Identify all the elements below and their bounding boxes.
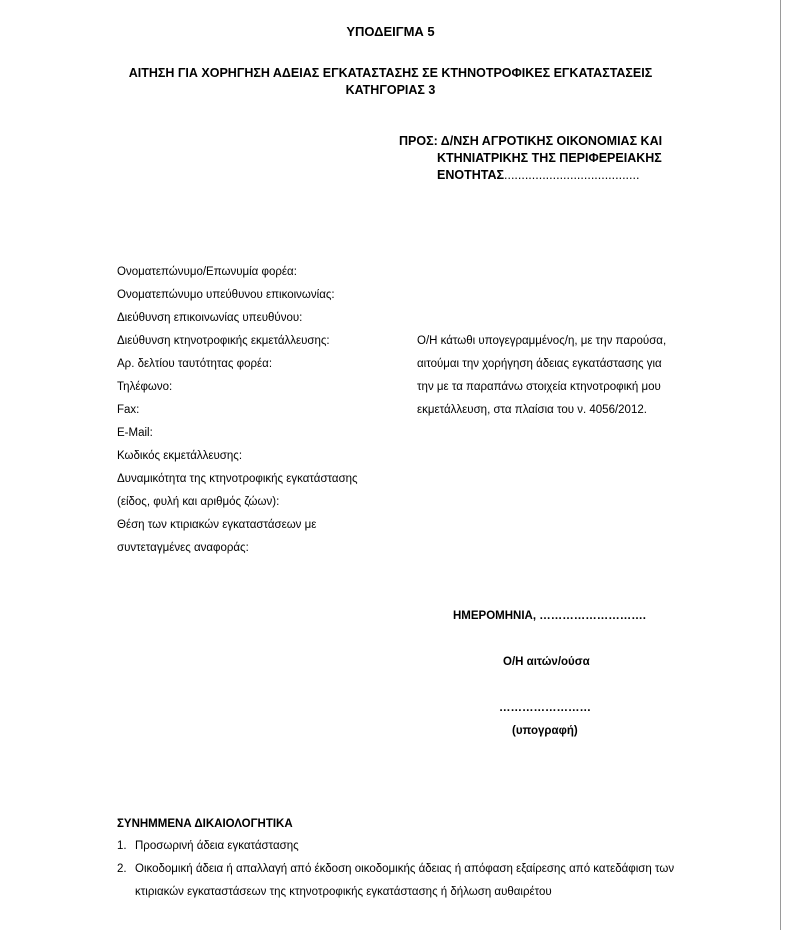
attachments-title: ΣΥΝΗΜΜΕΝΑ ΔΙΚΑΙΟΛΟΓΗΤΙΚΑ [117, 818, 293, 830]
field-building-location: Θέση των κτιριακών εγκαταστάσεων με [117, 519, 317, 531]
application-heading-line1: ΑΙΤΗΣΗ ΓΙΑ ΧΟΡΗΓΗΣΗ ΑΔΕΙΑΣ ΕΓΚΑΤΑΣΤΑΣΗΣ ΣΕ ΚΤΗΝΟΤΡΟΦΙΚΕΣ ΕΓΚΑΤΑΣΤΑΣΕΙΣ [128, 66, 653, 80]
field-contact-address: Διεύθυνση επικοινωνίας υπευθύνου: [117, 312, 303, 324]
signature-label: (υπογραφή) [512, 725, 578, 737]
attachment-1-text: Προσωρινή άδεια εγκατάστασης [135, 840, 299, 852]
statement-line1: Ο/Η κάτωθι υπογεγραμμένος/η, με την παρούσα, [417, 335, 667, 347]
attachment-2-number: 2. [117, 863, 127, 875]
field-coordinates: συντεταγμένες αναφοράς: [117, 542, 249, 554]
attachment-2-line1: Οικοδομική άδεια ή απαλλαγή από έκδοση οικοδομικής άδειας ή απόφαση εξαίρεσης από κατεδάφιση των [135, 863, 675, 875]
statement-line4: εκμετάλλευση, στα πλαίσια του ν. 4056/2012. [417, 404, 647, 416]
recipient-label: ΠΡΟΣ: [399, 134, 438, 148]
document-title: ΥΠΟΔΕΙΓΜΑ 5 [346, 24, 435, 39]
application-heading-line2: ΚΑΤΗΓΟΡΙΑΣ 3 [345, 83, 436, 97]
recipient-line2: ΚΤΗΝΙΑΤΡΙΚΗΣ ΤΗΣ ΠΕΡΙΦΕΡΕΙΑΚΗΣ [437, 151, 662, 165]
field-email: E-Mail: [117, 427, 153, 439]
recipient-dots: ....................................... [504, 168, 640, 182]
statement-line3: την με τα παραπάνω στοιχεία κτηνοτροφική μου [417, 381, 661, 393]
field-applicant-name: Ονοματεπώνυμο/Επωνυμία φορέα: [117, 266, 297, 278]
field-capacity-detail: (είδος, φυλή και αριθμός ζώων): [117, 496, 280, 508]
field-contact-person: Ονοματεπώνυμο υπεύθυνου επικοινωνίας: [117, 289, 335, 301]
attachment-1-number: 1. [117, 840, 127, 852]
applicant-label: Ο/Η αιτών/ούσα [503, 656, 590, 668]
date-label: ΗΜΕΡΟΜΗΝΙΑ, ………………………. [453, 610, 646, 622]
field-farm-address: Διεύθυνση κτηνοτροφικής εκμετάλλευσης: [117, 335, 330, 347]
field-id-number: Αρ. δελτίου ταυτότητας φορέα: [117, 358, 273, 370]
field-farm-code: Κωδικός εκμετάλλευσης: [117, 450, 243, 462]
field-phone: Τηλέφωνο: [117, 381, 173, 393]
statement-line2: αιτούμαι την χορήγηση άδειας εγκατάστασης για [417, 358, 662, 370]
recipient-line1: Δ/ΝΣΗ ΑΓΡΟΤΙΚΗΣ ΟΙΚΟΝΟΜΙΑΣ ΚΑΙ [440, 134, 663, 148]
field-capacity: Δυναμικότητα της κτηνοτροφικής εγκατάστασης [117, 473, 358, 485]
signature-line: …………………… [499, 702, 591, 714]
field-fax: Fax: [117, 404, 140, 416]
attachment-2-line2: κτιριακών εγκαταστάσεων της κτηνοτροφικής εγκατάστασης ή δήλωση αυθαιρέτου [135, 886, 552, 898]
recipient-line3: ΕΝΟΤΗΤΑΣ [437, 168, 504, 182]
